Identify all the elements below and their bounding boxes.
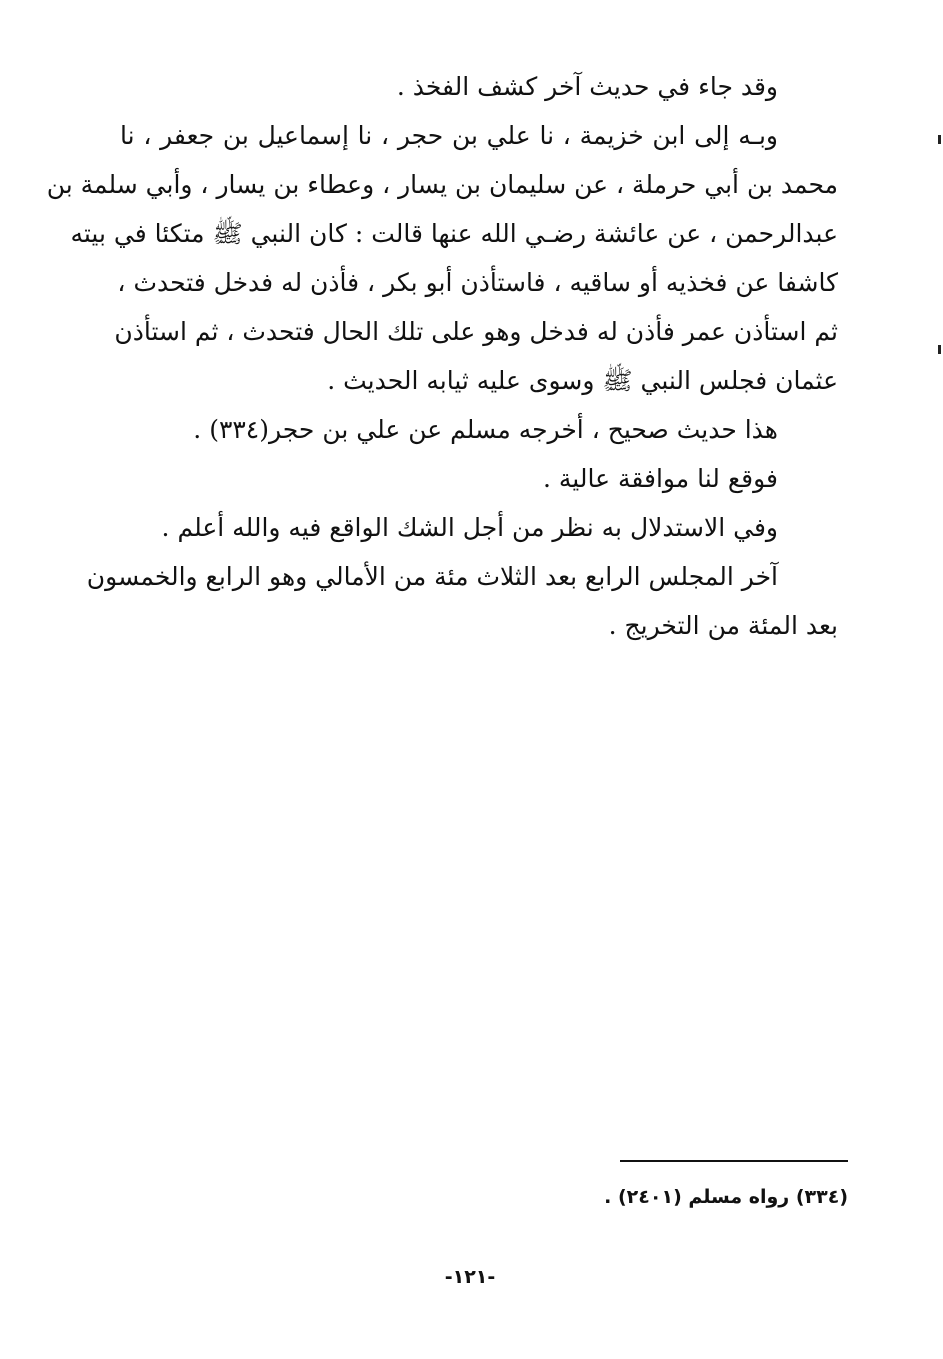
page-number: -١٢١- [444, 1266, 496, 1288]
paragraph-line: عبدالرحمن ، عن عائشة رضـي الله عنها قالت : كان النبي ﷺ متكئا في بيته [70, 219, 838, 248]
paragraph-line: وقد جاء في حديث آخر كشف الفخذ . [396, 72, 778, 101]
paragraph-line: آخر المجلس الرابع بعد الثلاث مئة من الأمالي وهو الرابع والخمسون [86, 562, 778, 591]
margin-mark [938, 135, 941, 144]
paragraph-line: كاشفا عن فخذيه أو ساقيه ، فاستأذن أبو بكر ، فأذن له فدخل فتحدث ، [117, 268, 838, 297]
paragraph-line: هذا حديث صحيح ، أخرجه مسلم عن علي بن حجر(٣٣٤) . [193, 415, 778, 444]
paragraph-line: عثمان فجلس النبي ﷺ وسوى عليه ثيابه الحديث . [327, 366, 838, 395]
paragraph-line: فوقع لنا موافقة عالية . [543, 464, 778, 493]
paragraph-line: وبـه إلى ابن خزيمة ، نا علي بن حجر ، نا إسماعيل بن جعفر ، نا [120, 121, 778, 150]
paragraph-line: محمد بن أبي حرملة ، عن سليمان بن يسار ، وعطاء بن يسار ، وأبي سلمة بن [46, 170, 838, 199]
footnote: (٣٣٤) رواه مسلم (٢٤٠١) . [604, 1186, 848, 1208]
margin-mark [938, 345, 941, 354]
body-text [46, 62, 838, 650]
footnote-divider [620, 1160, 848, 1162]
paragraph-line: وفي الاستدلال به نظر من أجل الشك الواقع فيه والله أعلم . [161, 513, 778, 542]
paragraph-line: ثم استأذن عمر فأذن له فدخل وهو على تلك الحال فتحدث ، ثم استأذن [114, 317, 838, 346]
paragraph-line: بعد المئة من التخريج . [608, 611, 838, 640]
